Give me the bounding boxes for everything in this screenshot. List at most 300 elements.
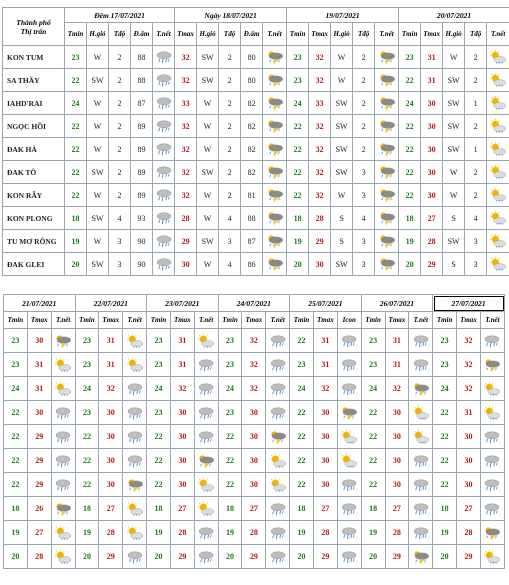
sun-icon — [54, 382, 72, 396]
value-cell: SW — [443, 230, 465, 253]
rain-icon — [155, 165, 173, 179]
value-cell: 3 — [109, 253, 131, 276]
value-cell: W — [197, 253, 219, 276]
weather-cell — [153, 46, 175, 69]
tmax-value: 29 — [27, 449, 51, 473]
value-cell: 2 — [465, 161, 487, 184]
storm-icon — [266, 73, 284, 87]
weather-cell — [263, 253, 287, 276]
tmax-value: 32 — [175, 69, 197, 92]
date-header: 21/07/2021 — [4, 295, 76, 312]
tmax-value: 32 — [457, 329, 481, 353]
tmin-value: 23 — [75, 353, 99, 377]
tmin-value: 23 — [218, 329, 242, 353]
column-header: T.nết — [153, 23, 175, 46]
column-header: T.nết — [263, 23, 287, 46]
value-cell: 2 — [465, 184, 487, 207]
column-header: H.gió — [443, 23, 465, 46]
weather-cell — [409, 521, 433, 545]
tmin-value: 22 — [433, 449, 457, 473]
weather-cell — [375, 115, 399, 138]
tmin-value: 23 — [433, 329, 457, 353]
tmin-value: 22 — [287, 138, 309, 161]
value-cell: SW — [443, 92, 465, 115]
value-cell: 2 — [219, 115, 241, 138]
value-cell: S — [331, 207, 353, 230]
storm-icon — [266, 188, 284, 202]
tmax-value: 28 — [99, 521, 123, 545]
tmin-value: 22 — [361, 425, 385, 449]
value-cell: W — [197, 115, 219, 138]
tmax-value: 30 — [457, 473, 481, 497]
tmax-value: 27 — [27, 521, 51, 545]
tmax-value: 33 — [309, 92, 331, 115]
value-cell: 2 — [219, 69, 241, 92]
tmin-value: 24 — [399, 92, 421, 115]
tmax-value: 28 — [385, 521, 409, 545]
rain-icon — [340, 502, 358, 516]
weather-cell — [375, 161, 399, 184]
value-cell: 90 — [131, 230, 153, 253]
tmax-value: 28 — [175, 207, 197, 230]
rain-icon — [340, 358, 358, 372]
tmin-value: 19 — [290, 521, 314, 545]
location-name: KON TUM — [3, 46, 65, 69]
weather-cell — [375, 138, 399, 161]
tmin-value: 18 — [65, 207, 87, 230]
column-header: Tmax — [175, 23, 197, 46]
tmax-value: 30 — [385, 449, 409, 473]
value-cell: SW — [87, 253, 109, 276]
tmax-value: 30 — [313, 449, 337, 473]
weather-cell — [480, 401, 504, 425]
tmax-value: 32 — [309, 184, 331, 207]
storm-icon — [266, 50, 284, 64]
rain-icon — [483, 334, 501, 348]
weather-cell — [266, 473, 290, 497]
weather-cell — [123, 521, 147, 545]
storm-icon — [483, 526, 501, 540]
storm-icon — [266, 211, 284, 225]
tmin-value: 19 — [4, 521, 28, 545]
sun-icon — [340, 430, 358, 444]
sun-icon — [126, 334, 144, 348]
tmin-value: 24 — [287, 92, 309, 115]
sun-icon — [489, 211, 507, 225]
value-cell: SW — [197, 161, 219, 184]
rain-icon — [155, 142, 173, 156]
storm-icon — [266, 96, 284, 110]
rain-icon — [54, 430, 72, 444]
column-header: Tmax — [421, 23, 443, 46]
tmax-value: 31 — [385, 329, 409, 353]
tmax-value: 30 — [99, 473, 123, 497]
value-cell: 82 — [241, 92, 263, 115]
tmin-value: 22 — [361, 473, 385, 497]
storm-icon — [340, 406, 358, 420]
rain-icon — [412, 334, 430, 348]
weather-cell — [153, 253, 175, 276]
column-header: Tmax — [385, 312, 409, 329]
tmax-value: 30 — [242, 425, 266, 449]
column-header: Tmin — [399, 23, 421, 46]
weather-cell — [409, 473, 433, 497]
forecast-table-top — [2, 7, 509, 276]
rain-icon — [54, 406, 72, 420]
sun-icon — [483, 406, 501, 420]
weather-cell — [409, 449, 433, 473]
weather-cell — [263, 69, 287, 92]
tmin-value: 23 — [287, 69, 309, 92]
storm-icon — [126, 478, 144, 492]
column-header: Tmin — [290, 312, 314, 329]
storm-icon — [412, 382, 430, 396]
storm-icon — [266, 119, 284, 133]
tmin-value: 22 — [399, 161, 421, 184]
column-header: Tmax — [170, 312, 194, 329]
tmax-value: 27 — [99, 497, 123, 521]
value-cell: 2 — [109, 161, 131, 184]
tmax-value: 28 — [421, 230, 443, 253]
weather-cell — [153, 230, 175, 253]
date-header: 25/07/2021 — [290, 295, 362, 312]
rain-icon — [126, 382, 144, 396]
tmax-value: 32 — [170, 377, 194, 401]
tmin-value: 22 — [4, 473, 28, 497]
column-header: T.nết — [409, 312, 433, 329]
tmax-value: 27 — [313, 497, 337, 521]
weather-cell — [480, 497, 504, 521]
value-cell: W — [443, 184, 465, 207]
weather-cell — [194, 329, 218, 353]
tmin-value: 18 — [290, 497, 314, 521]
tmax-value: 30 — [421, 92, 443, 115]
tmax-value: 29 — [313, 545, 337, 569]
rain-icon — [269, 550, 287, 564]
rain-icon — [269, 502, 287, 516]
tmin-value: 19 — [399, 230, 421, 253]
weather-cell — [153, 69, 175, 92]
rain-icon — [412, 526, 430, 540]
value-cell: 2 — [353, 138, 375, 161]
value-cell: 4 — [353, 207, 375, 230]
rain-icon — [155, 188, 173, 202]
column-header: Tmin — [433, 312, 457, 329]
value-cell: 4 — [465, 207, 487, 230]
tmin-value: 23 — [65, 46, 87, 69]
tmin-value: 22 — [287, 184, 309, 207]
value-cell: 88 — [241, 207, 263, 230]
tmax-value: 30 — [175, 253, 197, 276]
table-row — [3, 253, 509, 276]
tmin-value: 22 — [290, 401, 314, 425]
rain-icon — [269, 358, 287, 372]
tmin-value: 22 — [147, 425, 171, 449]
rain-icon — [412, 454, 430, 468]
tmin-value: 22 — [290, 329, 314, 353]
storm-icon — [266, 234, 284, 248]
weather-cell — [153, 207, 175, 230]
tmax-value: 28 — [27, 545, 51, 569]
weather-cell — [337, 521, 361, 545]
value-cell: 82 — [241, 138, 263, 161]
tmax-value: 30 — [170, 473, 194, 497]
value-cell: 82 — [241, 115, 263, 138]
tmax-value: 31 — [27, 353, 51, 377]
weather-cell — [487, 115, 509, 138]
tmin-value: 22 — [65, 69, 87, 92]
value-cell: SW — [331, 115, 353, 138]
tmax-value: 30 — [170, 401, 194, 425]
table-row — [3, 46, 509, 69]
table-row — [3, 115, 509, 138]
storm-icon — [266, 142, 284, 156]
rain-icon — [155, 119, 173, 133]
table-row — [4, 425, 505, 449]
value-cell: SW — [331, 138, 353, 161]
weather-cell — [337, 329, 361, 353]
weather-cell — [194, 473, 218, 497]
sun-icon — [197, 502, 215, 516]
column-header: T.nết — [123, 312, 147, 329]
tmin-value: 19 — [218, 521, 242, 545]
tmax-value: 32 — [309, 46, 331, 69]
value-cell: 2 — [353, 46, 375, 69]
table-row — [3, 138, 509, 161]
tmin-value: 23 — [147, 329, 171, 353]
value-cell: 2 — [219, 184, 241, 207]
tmin-value: 20 — [399, 253, 421, 276]
weather-cell — [194, 425, 218, 449]
weather-cell — [123, 497, 147, 521]
value-cell: W — [87, 138, 109, 161]
value-cell: S — [443, 207, 465, 230]
tmin-value: 23 — [433, 353, 457, 377]
weather-cell — [266, 449, 290, 473]
weather-cell — [123, 545, 147, 569]
tmax-value: 30 — [385, 425, 409, 449]
weather-cell — [266, 353, 290, 377]
sun-icon — [269, 478, 287, 492]
date-header: 20/07/2021 — [399, 8, 509, 23]
tmax-value: 32 — [309, 161, 331, 184]
tmax-value: 29 — [99, 545, 123, 569]
location-name: NGỌC HỒI — [3, 115, 65, 138]
column-header: Tmax — [313, 312, 337, 329]
value-cell: 89 — [131, 161, 153, 184]
tmin-value: 22 — [147, 449, 171, 473]
table-row — [3, 92, 509, 115]
sun-icon — [489, 234, 507, 248]
table-row — [4, 473, 505, 497]
weather-cell — [337, 425, 361, 449]
weather-cell — [480, 449, 504, 473]
weather-cell — [266, 545, 290, 569]
tmin-value: 22 — [399, 69, 421, 92]
tmax-value: 31 — [313, 329, 337, 353]
tmin-value: 22 — [218, 473, 242, 497]
value-cell: W — [197, 92, 219, 115]
location-name: ĐAK TÔ — [3, 161, 65, 184]
weather-cell — [266, 377, 290, 401]
value-cell: 81 — [241, 184, 263, 207]
tmax-value: 27 — [421, 207, 443, 230]
value-cell: 4 — [219, 207, 241, 230]
value-cell: 3 — [219, 230, 241, 253]
tmax-value: 30 — [385, 473, 409, 497]
tmin-value: 22 — [399, 138, 421, 161]
weather-cell — [153, 184, 175, 207]
column-header: Đ.ẩm — [131, 23, 153, 46]
column-header: Tđộ — [219, 23, 241, 46]
rain-icon — [197, 358, 215, 372]
tmin-value: 24 — [218, 377, 242, 401]
weather-cell — [487, 184, 509, 207]
tmax-value: 31 — [421, 69, 443, 92]
weather-cell — [194, 401, 218, 425]
value-cell: W — [197, 207, 219, 230]
table-row — [3, 207, 509, 230]
tmax-value: 32 — [242, 329, 266, 353]
value-cell: 2 — [109, 46, 131, 69]
tmin-value: 23 — [361, 353, 385, 377]
weather-cell — [487, 207, 509, 230]
tmin-value: 22 — [65, 184, 87, 207]
column-header: T.nết — [194, 312, 218, 329]
tmin-value: 20 — [65, 253, 87, 276]
location-name: KON PLONG — [3, 207, 65, 230]
weather-cell — [194, 521, 218, 545]
rain-icon — [483, 430, 501, 444]
tmin-value: 22 — [65, 138, 87, 161]
weather-cell — [51, 497, 75, 521]
tmax-value: 30 — [99, 449, 123, 473]
tmin-value: 22 — [433, 425, 457, 449]
value-cell: 87 — [131, 92, 153, 115]
weather-cell — [409, 497, 433, 521]
tmin-value: 24 — [4, 377, 28, 401]
value-cell: S — [331, 230, 353, 253]
column-header: T.nết — [375, 23, 399, 46]
date-header: 23/07/2021 — [147, 295, 219, 312]
rain-icon — [126, 406, 144, 420]
rain-icon — [269, 406, 287, 420]
tmin-value: 23 — [4, 353, 28, 377]
tmax-value: 30 — [309, 253, 331, 276]
tmax-value: 32 — [457, 353, 481, 377]
value-cell: 3 — [353, 184, 375, 207]
tmin-value: 22 — [361, 449, 385, 473]
value-cell: 2 — [353, 92, 375, 115]
weather-cell — [194, 449, 218, 473]
value-cell: W — [87, 230, 109, 253]
column-header: Tmax — [309, 23, 331, 46]
tmin-value: 19 — [65, 230, 87, 253]
tmax-value: 28 — [313, 521, 337, 545]
weather-cell — [51, 425, 75, 449]
weather-cell — [51, 401, 75, 425]
tmin-value: 23 — [290, 353, 314, 377]
weather-cell — [51, 353, 75, 377]
weather-cell — [480, 377, 504, 401]
table-row — [4, 353, 505, 377]
table-row — [4, 545, 505, 569]
value-cell: 1 — [465, 92, 487, 115]
tmax-value: 31 — [313, 353, 337, 377]
sun-icon — [197, 478, 215, 492]
value-cell: SW — [331, 253, 353, 276]
tmax-value: 32 — [309, 115, 331, 138]
column-header: Tmax — [242, 312, 266, 329]
weather-cell — [375, 92, 399, 115]
tmin-value: 22 — [4, 449, 28, 473]
column-header: Tđộ — [465, 23, 487, 46]
tmin-value: 20 — [433, 545, 457, 569]
tmax-value: 31 — [99, 353, 123, 377]
tmin-value: 22 — [218, 449, 242, 473]
tmax-value: 27 — [242, 497, 266, 521]
table-row — [4, 449, 505, 473]
sun-icon — [54, 358, 72, 372]
tmin-value: 24 — [290, 377, 314, 401]
value-cell: 2 — [465, 46, 487, 69]
value-cell: W — [197, 138, 219, 161]
tmax-value: 28 — [309, 207, 331, 230]
tmax-value: 32 — [175, 115, 197, 138]
column-header: Tmin — [65, 23, 87, 46]
value-cell: W — [87, 115, 109, 138]
sun-icon — [483, 550, 501, 564]
column-header: Tmin — [4, 312, 28, 329]
weather-cell — [153, 161, 175, 184]
weather-cell — [123, 425, 147, 449]
value-cell: 2 — [219, 92, 241, 115]
sun-icon — [340, 454, 358, 468]
value-cell: SW — [443, 69, 465, 92]
tmax-value: 32 — [242, 377, 266, 401]
tmax-value: 30 — [457, 425, 481, 449]
rain-icon — [197, 382, 215, 396]
sun-icon — [126, 358, 144, 372]
weather-cell — [409, 377, 433, 401]
rain-icon — [126, 454, 144, 468]
tmax-value: 31 — [421, 46, 443, 69]
rain-icon — [269, 526, 287, 540]
rain-icon — [54, 454, 72, 468]
column-header: T.nết — [51, 312, 75, 329]
tmin-value: 18 — [4, 497, 28, 521]
tmin-value: 22 — [399, 115, 421, 138]
sun-icon — [412, 430, 430, 444]
storm-icon — [197, 454, 215, 468]
weather-cell — [123, 329, 147, 353]
sun-icon — [269, 454, 287, 468]
tmax-value: 30 — [170, 425, 194, 449]
storm-icon — [378, 73, 396, 87]
tmin-value: 20 — [361, 545, 385, 569]
forecast-table-bottom — [3, 294, 505, 569]
date-header: Đêm 17/07/2021 — [65, 8, 175, 23]
value-cell: 89 — [131, 184, 153, 207]
weather-cell — [480, 329, 504, 353]
weather-cell — [153, 115, 175, 138]
column-header: Tmin — [218, 312, 242, 329]
weather-cell — [123, 401, 147, 425]
tmax-value: 30 — [27, 401, 51, 425]
tmax-value: 32 — [242, 353, 266, 377]
tmax-value: 30 — [457, 449, 481, 473]
rain-icon — [155, 257, 173, 271]
